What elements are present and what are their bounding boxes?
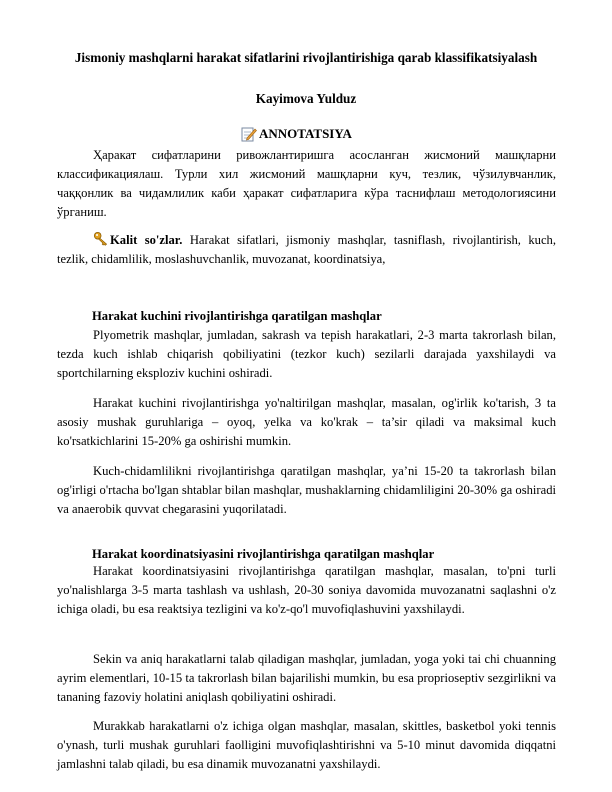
keywords-paragraph	[57, 231, 556, 269]
section1-paragraph-2: Harakat kuchini rivojlantirishga yo'naltirilgan mashqlar, masalan, og'irlik ko'tarish, 3 ta asosiy mushak guruhlariga – oyoq, yelka va ko'krak – ta’sir qiladi va maksimal kuch ko'rsatkichlarini 15-20% ga oshirishi mumkin.	[57, 396, 556, 448]
author-name: Kayimova Yulduz	[255, 91, 357, 106]
section1-paragraph-3: Kuch-chidamlilikni rivojlantirishga qaratilgan mashqlar, ya’ni 15-20 ta takrorlash bilan og'irligi o'rtacha bo'lgan shtablar bilan mashqlar, mushaklarning chidamliligini 20-30% ga oshiradi va anaerobik quvvat chegarasini yuqorilatadi.	[57, 464, 556, 516]
keywords-text: Harakat sifatlari, jismoniy mashqlar, tasniflash, rivojlantirish, kuch, tezlik, chidamlilik, moslashuvchanlik, muvozanat, koordinatsiya,	[57, 233, 556, 266]
section2-paragraph-2: Sekin va aniq harakatlarni talab qiladigan mashqlar, jumladan, yoga yoki tai chi chuanning ayrim elementlari, 10-15 ta takrorlash bilan bajarilishi mumkin, bu esa proprioseptiv sezgirlikni va tananing fazoviy holatini aniqlash qobiliyatini oshiradi.	[57, 652, 556, 704]
section2-paragraph-3: Murakkab harakatlarni o'z ichiga olgan mashqlar, masalan, skittles, basketbol yoki tennis o'ynash, turli mushak guruhlari faolligini muvofiqlashtirishni va 5-10 minut davomida diqqatni jamlashni talab qiladi, bu esa dinamik muvozanatni yaxshilaydi.	[57, 719, 556, 771]
section-heading-strength: Harakat kuchini rivojlantirishga qaratilgan mashqlar	[92, 309, 382, 323]
annotation-paragraph: Ҳаракат сифатларини ривожлантиришга асосланган жисмоний машқларни классификациялаш. Турли хил жисмоний машқларни куч, тезлик, чўзилувчанлик, чаққонлик ва чидамлилик каби ҳаракат сифатларига кўра таснифлаш методологиясини ўрганиш.	[57, 148, 556, 219]
annotation-heading-text: ANNOTATSIYA	[259, 126, 352, 141]
section1-paragraph-1: Plyometrik mashqlar, jumladan, sakrash va tepish harakatlari, 2-3 marta takrorlash bilan, tezda kuch ishlab chiqarish qobiliyatini (tezkor kuch) sezilarli darajada yaxshilaydi va sportchilarning eksploziv kuchini oshiradi.	[57, 328, 556, 380]
keywords-label: Kalit so'zlar.	[110, 233, 183, 247]
key-icon	[93, 231, 108, 246]
section-heading-coordination: Harakat koordinatsiyasini rivojlantirishga qaratilgan mashqlar	[92, 547, 435, 561]
document-title: Jismoniy mashqlarni harakat sifatlarini rivojlantirishiga qarab klassifikatsiyalash	[74, 50, 538, 65]
section2-paragraph-1: Harakat koordinatsiyasini rivojlantirishga qaratilgan mashqlar, masalan, to'pni turli yo'nalishlarga 3-5 marta tashlash va ushlash, 20-30 soniya davomida muvozanatni saqlashni o'z ichiga oladi, bu esa reaktsiya tezligini va ko'z-qo'l muvofiqlashuvini yaxshilaydi.	[57, 564, 556, 616]
pencil-memo-icon	[241, 126, 257, 142]
annotation-heading	[241, 124, 352, 143]
